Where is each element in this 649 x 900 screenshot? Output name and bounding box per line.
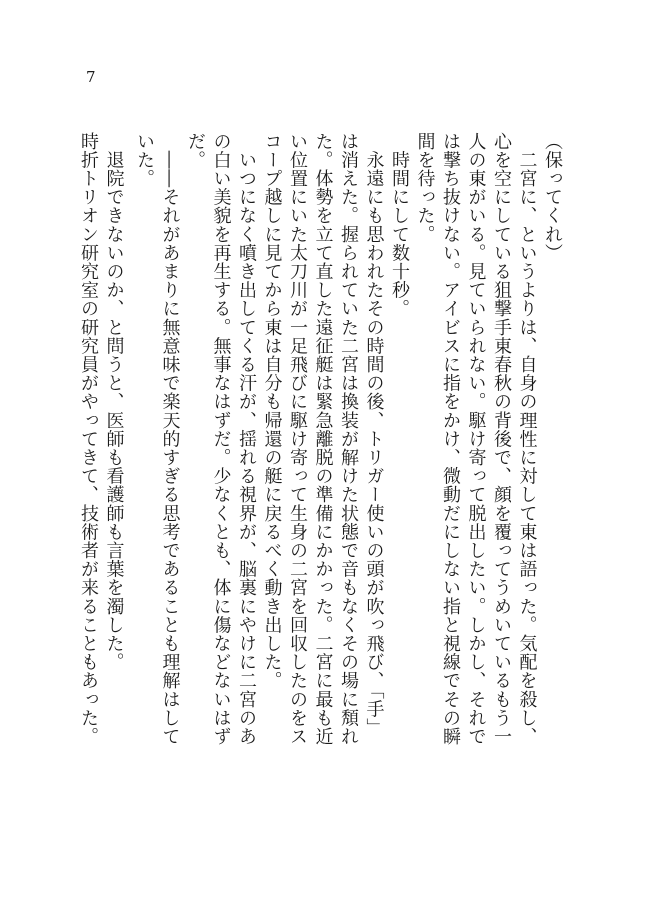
paragraph: いつになく噴き出してくる汗が、揺れる視界が、脳裏にやけに二宮のあの白い美貌を再生する。無事なはずだ。少なくとも、体に傷などないはずだ。 bbox=[185, 132, 257, 746]
paragraph: 退院できないのか、と問うと、医師も看護師も言葉を濁した。 bbox=[103, 132, 125, 672]
page-number: 7 bbox=[86, 68, 96, 86]
paragraph: ――それがあまりに無意味で楽天的すぎる思考であることも理解はしていた。 bbox=[134, 132, 181, 746]
body-text bbox=[65, 132, 565, 752]
scene-break bbox=[127, 132, 132, 752]
paragraph: 時間にして数十秒。 bbox=[389, 132, 410, 318]
paragraph: 永遠にも思われたその時間の後、トリガー使いの頭が吹っ飛び、「手」は消えた。握られていた二宮は換装が解けた状態で音もなくその場に頽れた。体勢を立て直した遠征艇は緊急離脱の準備にかかった。二宮に最も近い位置にいた太刀川が一足飛びに駆け寄って生身の二宮を回収したのをスコープ越しに見てから東は自分も帰還の艇に戻るべく動き出した。 bbox=[261, 132, 385, 746]
paragraph: （保ってくれ） bbox=[542, 132, 563, 263]
paragraph: 二宮に、というよりは、自身の理性に対して東は語った。気配を殺し、心を空にしている狙撃手東春秋の背後で、顔を覆ってうめいているもう一人の東がいる。見ていられない。駆け寄って脱出したい。しかし、それでは撃ち抜けない。アイビスに指をかけ、微動だにしない指と視線でその瞬間を待った。 bbox=[414, 132, 538, 746]
paragraph: 時折トリオン研究室の研究員がやってきて、技術者が来ることもあった。 bbox=[78, 132, 99, 746]
